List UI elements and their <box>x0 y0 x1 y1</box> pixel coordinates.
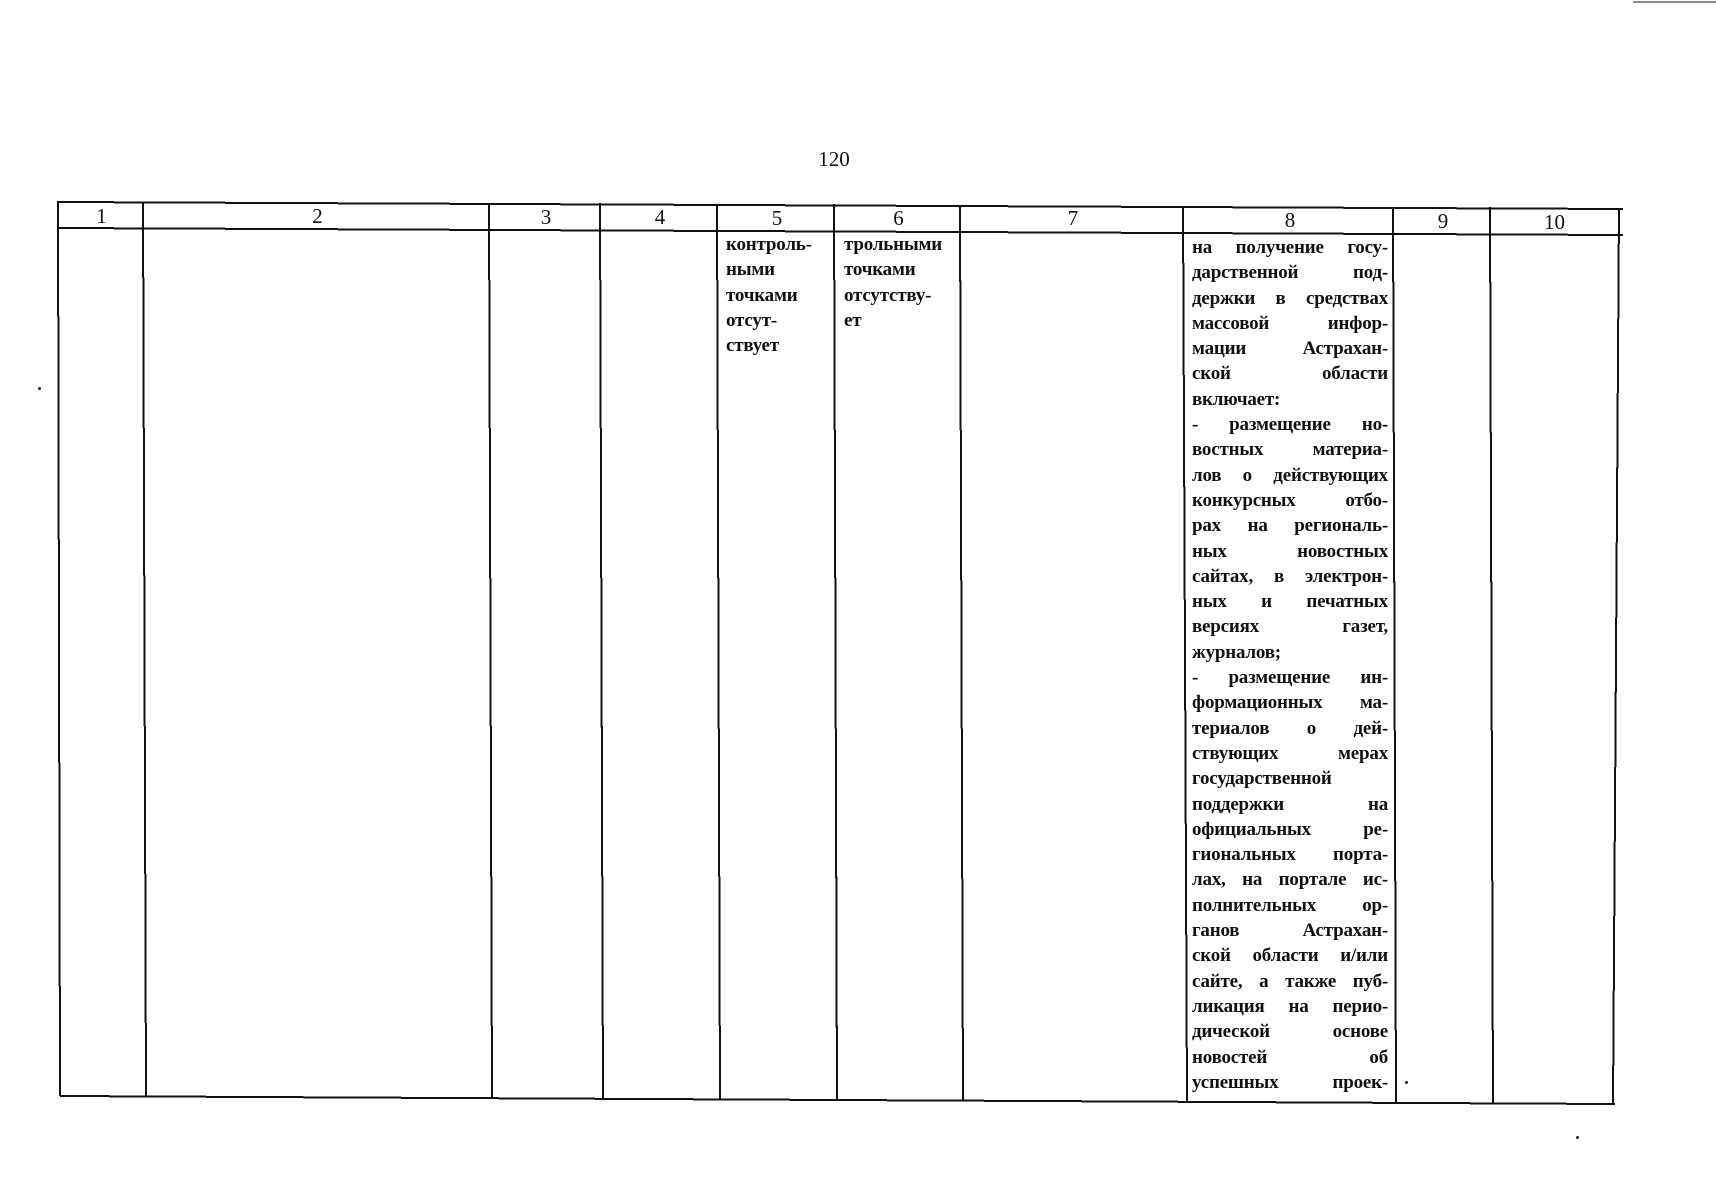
column-border-7-8 <box>1183 206 1187 1102</box>
header-col-7: 7 <box>1067 206 1079 230</box>
header-col-5: 5 <box>771 206 783 230</box>
cell-col-8-line: сайте, а также пуб- <box>1192 970 1388 992</box>
cell-col-8-line: официальных ре- <box>1192 818 1388 840</box>
cell-col-8-line: дической основе <box>1192 1021 1388 1043</box>
cell-col-5-line: ствует <box>726 335 779 357</box>
page-number: 120 <box>818 147 850 171</box>
cell-col-8-line: - размещение ин- <box>1192 667 1388 689</box>
cell-col-8-line: лах, на портале ис- <box>1192 869 1388 891</box>
cell-col-5-line: точками <box>726 284 798 306</box>
cell-col-8-line: дарственной под- <box>1192 262 1388 284</box>
column-border-9-10 <box>1490 207 1493 1103</box>
header-col-4: 4 <box>654 205 666 229</box>
header-col-9: 9 <box>1437 209 1449 233</box>
cell-col-8-line: включает: <box>1192 388 1281 410</box>
cell-col-8-line: лов о действующих <box>1192 464 1388 486</box>
cell-col-8-line: государственной <box>1192 768 1332 790</box>
cell-col-8-line: - размещение но- <box>1192 414 1388 436</box>
cell-col-8-line: ликация на перио- <box>1192 995 1388 1017</box>
header-col-2: 2 <box>312 204 323 228</box>
cell-col-8-line: поддержки на <box>1192 793 1388 815</box>
scan-speck <box>1576 1136 1579 1139</box>
cell-col-8-line: ных и печатных <box>1192 591 1388 613</box>
cell-col-8-line: сайтах, в электрон- <box>1192 565 1388 587</box>
cell-col-8-line: мации Астрахан- <box>1192 338 1388 360</box>
cell-col-8-line: полнительных ор- <box>1192 894 1388 916</box>
cell-col-8-line: ствующих мерах <box>1192 742 1388 764</box>
cell-col-5-line: контроль- <box>726 234 812 255</box>
column-border-4-5 <box>717 204 720 1099</box>
header-col-10: 10 <box>1544 210 1565 234</box>
cell-col-6-line: отсутству- <box>844 284 932 306</box>
cell-col-6-line: точками <box>844 259 916 281</box>
column-border-3-4 <box>600 203 603 1099</box>
cell-col-5-text <box>726 232 828 358</box>
cell-col-8-line: териалов о дей- <box>1192 717 1388 739</box>
cell-col-8-line: ской области <box>1192 363 1388 385</box>
column-border-1-2 <box>143 202 146 1097</box>
cell-col-8-line: ской области и/или <box>1192 945 1388 967</box>
scan-speck <box>38 387 41 390</box>
column-border-6-7 <box>960 205 963 1101</box>
cell-col-5-line: ными <box>726 259 775 281</box>
column-border-5-6 <box>834 204 837 1100</box>
cell-col-8-line: успешных проек- <box>1192 1071 1388 1093</box>
header-col-6: 6 <box>893 206 904 230</box>
header-col-1: 1 <box>96 204 107 228</box>
cell-col-8-line: держки в средствах <box>1192 287 1388 309</box>
header-col-8: 8 <box>1284 208 1296 232</box>
cell-col-8-line: на получение госу- <box>1192 237 1388 258</box>
cell-col-8-line: ганов Астрахан- <box>1192 920 1388 942</box>
column-border-2-3 <box>489 203 492 1098</box>
scan-speck <box>1405 1081 1408 1084</box>
cell-col-6-line: ет <box>844 309 862 331</box>
cell-col-8-line: формационных ма- <box>1192 692 1388 714</box>
cell-col-8-line: версиях газет, <box>1192 616 1388 638</box>
cell-col-8-line: журналов; <box>1192 641 1281 663</box>
cell-col-6-line: трольными <box>844 234 942 255</box>
header-col-3: 3 <box>540 205 552 229</box>
cell-col-8-line: ных новостных <box>1192 540 1388 562</box>
cell-col-8-line: новостей об <box>1192 1046 1388 1068</box>
cell-col-6-text <box>844 232 958 333</box>
cell-col-8-line: конкурсных отбо- <box>1192 489 1388 511</box>
cell-col-8-line: гиональных порта- <box>1192 844 1388 866</box>
cell-col-8-line: массовой инфор- <box>1192 312 1388 334</box>
cell-col-8-text <box>1192 235 1388 1095</box>
column-border-left <box>58 202 60 1096</box>
cell-col-8-line: востных материа- <box>1192 439 1388 461</box>
column-border-right <box>1613 208 1619 1104</box>
cell-col-8-line: рах на региональ- <box>1192 515 1388 537</box>
cell-col-5-line: отсут- <box>726 309 777 331</box>
column-border-8-9 <box>1393 207 1396 1103</box>
